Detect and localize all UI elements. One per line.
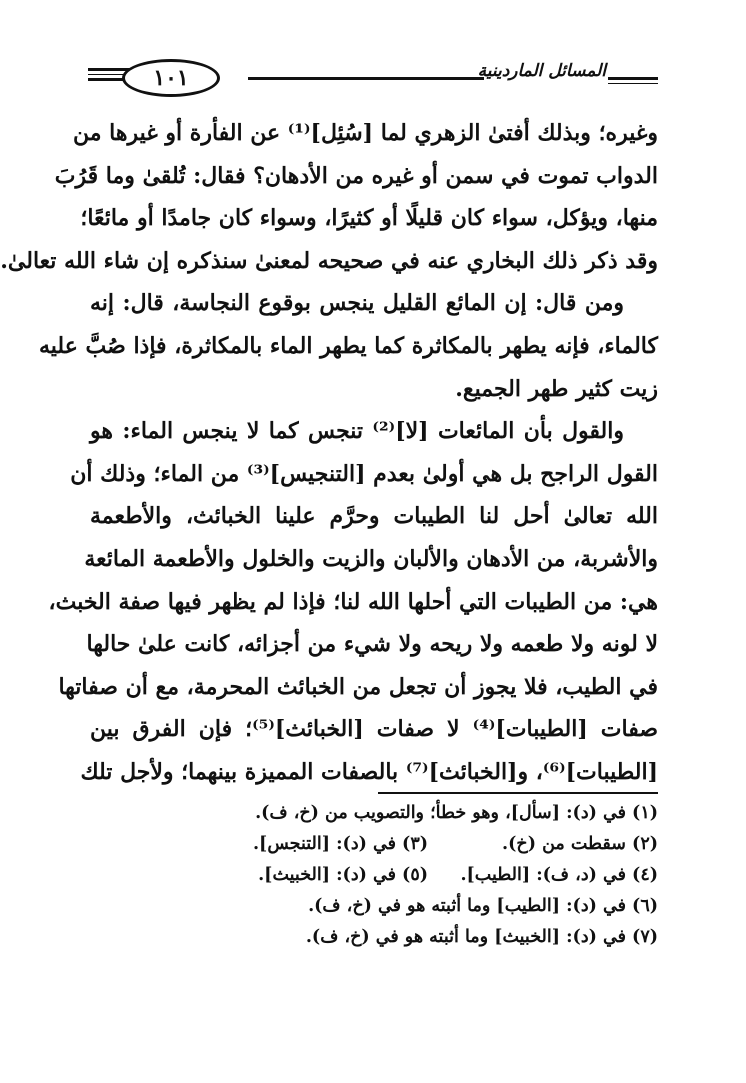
footnote-5: (٥) في (د): [الخبيث]. <box>258 865 428 885</box>
footnote-4: (٤) في (د، ف): [الطيب]. <box>460 865 658 885</box>
page-header <box>88 56 658 96</box>
text-line: القول الراجح بل هي أولىٰ بعدم [التنجيس]⁽³⁾ من الماء؛ وذلك أن <box>70 460 658 487</box>
text-line: الدواب تموت في سمن أو غيره من الأدهان؟ فقال: تُلقىٰ وما قَرُبَ <box>54 162 658 189</box>
text-line: كالماء، فإنه يطهر بالمكاثرة كما يطهر الماء بالمكاثرة، فإذا صُبَّ عليه <box>39 332 658 359</box>
text-line: وقد ذكر ذلك البخاري عنه في صحيحه لمعنىٰ سنذكره إن شاء الله تعالىٰ. <box>0 247 658 274</box>
footnote-row <box>110 798 658 829</box>
footnote-1: (١) في (د): [سأل]، وهو خطأ؛ والتصويب من (خ، ف). <box>255 803 658 823</box>
footnote-row <box>110 891 658 922</box>
text-line: لا لونه ولا طعمه ولا ريحه ولا شيء من أجزائه، كانت علىٰ حالها <box>86 631 658 658</box>
text-line: [الطيبات]⁽⁶⁾، و[الخبائث]⁽⁷⁾ بالصفات المميزة بينهما؛ ولأجل تلك <box>80 758 658 785</box>
text-line: ومن قال: إن المائع القليل ينجس بوقوع النجاسة، قال: إنه <box>90 290 624 317</box>
footnote-6: (٦) في (د): [الطيب] وما أثبته هو في (خ، ف). <box>308 896 658 916</box>
main-text <box>0 112 659 794</box>
footnotes <box>110 798 658 953</box>
footnote-row <box>110 922 658 953</box>
text-line: والقول بأن المائعات [لا]⁽²⁾ تنجس كما لا ينجس الماء: هو <box>90 418 624 445</box>
running-title: المسائل الماردينية <box>477 61 606 81</box>
footnote-row <box>110 860 658 891</box>
text-line: منها، ويؤكل، سواء كان قليلًا أو كثيرًا، وسواء كان جامدًا أو مائعًا؛ <box>80 205 658 232</box>
header-rule-right <box>608 77 658 80</box>
text-line: والأشربة، من الأدهان والألبان والزيت والخلول والأطعمة المائعة <box>84 545 658 572</box>
footnote-7: (٧) في (د): [الخبيث] وما أثبته هو في (خ، ف). <box>305 927 658 947</box>
text-line: هي: من الطيبات التي أحلها الله لنا؛ فإذا لم يظهر فيها صفة الخبث، <box>48 588 658 615</box>
text-line: وغيره؛ وبذلك أفتىٰ الزهري لما [سُئِل]⁽¹⁾ عن الفأرة أو غيرها من <box>72 120 658 146</box>
page-number: ١٠١ <box>122 59 220 97</box>
header-rule-right-thin <box>608 83 658 84</box>
footnote-separator <box>378 792 658 794</box>
text-line: في الطيب، فلا يجوز أن تجعل من الخبائث المحرمة، مع أن صفاتها <box>58 673 658 700</box>
text-line: زيت كثير طهر الجميع. <box>455 375 658 402</box>
text-line: صفات [الطيبات]⁽⁴⁾ لا صفات [الخبائث]⁽⁵⁾؛ فإن الفرق بين <box>90 716 659 743</box>
footnote-2: (٢) سقطت من (خ). <box>502 834 658 854</box>
header-rule-middle <box>248 77 484 80</box>
footnote-3: (٣) في (د): [التنجس]. <box>252 834 428 854</box>
text-line: الله تعالىٰ أحل لنا الطيبات وحرَّم علينا الخبائث، والأطعمة <box>90 503 658 530</box>
footnote-row <box>110 829 658 860</box>
